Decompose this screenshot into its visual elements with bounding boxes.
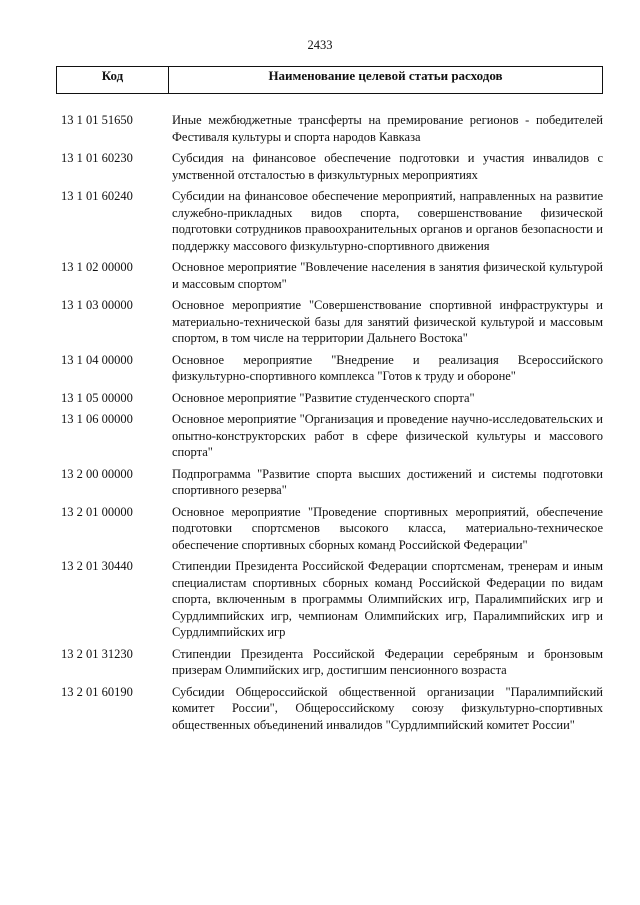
table-body <box>56 112 603 738</box>
table-row <box>56 504 603 554</box>
table-row <box>56 150 603 183</box>
table-row <box>56 259 603 292</box>
table-row <box>56 390 603 407</box>
row-name: Стипендии Президента Российской Федерации спортсменам, тренерам и иным специалистам спортивных сборных команд Российской Федерации по видам спорта, включенным в программы Олимпийских игр, Паралимпийских игр и Сурдлимпийских игр, чемпионам Олимпийских игр, Паралимпийских игр и Сурдлимпийских игр <box>172 559 603 639</box>
row-code: 13 2 01 00000 <box>61 504 133 519</box>
table-row <box>56 558 603 641</box>
row-code: 13 2 01 31230 <box>61 646 133 661</box>
row-name: Субсидии Общероссийской общественной организации "Паралимпийский комитет России", Общероссийскому союзу физкультурно-спортивных общественных объединений инвалидов "Сурдлимпийский комитет России" <box>172 684 603 732</box>
row-name: Основное мероприятие "Развитие студенческого спорта" <box>172 390 475 405</box>
row-code: 13 2 01 60190 <box>61 684 133 699</box>
row-code: 13 1 01 60230 <box>61 151 133 165</box>
row-code: 13 1 03 00000 <box>61 298 133 312</box>
row-name: Основное мероприятие "Совершенствование спортивной инфраструктуры и материально-технической базы для занятий физической культурой и массовым спортом, в том числе на территории Дальнего Востока" <box>172 298 603 345</box>
row-code: 13 1 01 51650 <box>61 113 133 127</box>
row-name: Стипендии Президента Российской Федерации серебряным и бронзовым призерам Олимпийских игр, достигшим пенсионного возраста <box>172 646 603 677</box>
row-name: Основное мероприятие "Вовлечение населения в занятия физической культурой и массовым спортом" <box>172 260 603 291</box>
row-code: 13 1 01 60240 <box>61 189 133 203</box>
row-name: Субсидия на финансовое обеспечение подготовки и участия инвалидов с умственной отсталостью в физкультурных мероприятиях <box>172 151 603 182</box>
table-row <box>56 188 603 254</box>
table-row <box>56 297 603 347</box>
row-code: 13 1 04 00000 <box>61 352 133 367</box>
row-code: 13 2 00 00000 <box>61 466 133 481</box>
table-header <box>56 66 603 94</box>
row-name: Основное мероприятие "Проведение спортивных мероприятий, обеспечение подготовки спортсменов высокого класса, материально-техническое обеспечение спортивных сборных команд Российской Федерации" <box>172 504 603 552</box>
row-name: Подпрограмма "Развитие спорта высших достижений и системы подготовки спортивного резерва" <box>172 466 603 497</box>
header-name: Наименование целевой статьи расходов <box>268 68 503 83</box>
row-code: 13 2 01 30440 <box>61 559 133 573</box>
row-name: Иные межбюджетные трансферты на премирование регионов - победителей Фестиваля культуры и спорта народов Кавказа <box>172 113 603 144</box>
table-row <box>56 684 603 734</box>
page-number: 2433 <box>307 38 333 52</box>
row-name: Субсидии на финансовое обеспечение мероприятий, направленных на развитие служебно-прикладных видов спорта, совершенствование физической подготовки сотрудников правоохранительных органов и органов безопасности и поддержку массового физкультурно-спортивного движения <box>172 189 603 253</box>
row-name: Основное мероприятие "Организация и проведение научно-исследовательских и опытно-конструкторских работ в сфере физической культуры и массового спорта" <box>172 412 603 459</box>
row-code: 13 1 02 00000 <box>61 260 133 274</box>
table-row <box>56 112 603 145</box>
table-row <box>56 466 603 499</box>
row-code: 13 1 05 00000 <box>61 390 133 405</box>
table-row <box>56 411 603 461</box>
table-row <box>56 352 603 385</box>
row-name: Основное мероприятие "Внедрение и реализация Всероссийского физкультурно-спортивного комплекса "Готов к труду и обороне" <box>172 352 603 383</box>
table-row <box>56 646 603 679</box>
header-code: Код <box>57 67 169 93</box>
row-code: 13 1 06 00000 <box>61 412 133 426</box>
